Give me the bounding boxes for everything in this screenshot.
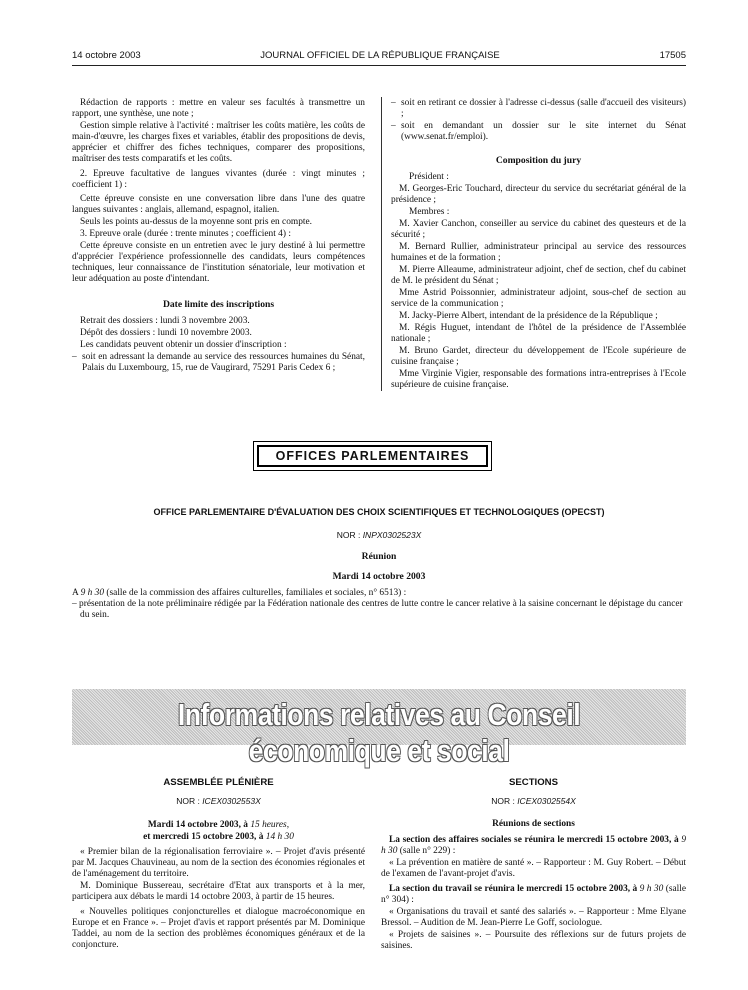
jury-label: Membres : bbox=[409, 207, 450, 217]
header-page-number: 17505 bbox=[659, 50, 686, 61]
paragraph: Rédaction de rapports : mettre en valeur ses facultés à transmettre un rapport, une synthèse, une note ; bbox=[72, 98, 365, 119]
agenda-line: A 9 h 30 (salle de la commission des affaires culturelles, familiales et sociales, n° 6513) : bbox=[72, 588, 407, 598]
paragraph: Cette épreuve consiste en un entretien avec le jury destiné à lui permettre d'apprécier l'expérience professionnelle des candidats, leurs compétences techniques, leur connaissance de l'institution sénatoriale, leur motivation et leur adéquation au poste d'intendant. bbox=[72, 241, 365, 284]
section-heading: Date limite des inscriptions bbox=[162, 299, 275, 310]
list-item: – soit en retirant ce dossier à l'adresse ci-dessus (salle d'accueil des visiteurs) ; bbox=[391, 98, 686, 119]
nor-reference: NOR : ICEX0302554X bbox=[491, 796, 576, 806]
paragraph: Gestion simple relative à l'activité : maîtriser les coûts matière, les coûts de main-d'œuvre, les charges fixes et variables, établir des propositions de devis, apprécier et chiffrer des fiches techniques, comparer des propositions, maîtriser des tests comparatifs et les coûts. bbox=[72, 121, 365, 164]
paragraph: Cette épreuve consiste en une conversation libre dans l'une des quatre langues suivantes : anglais, allemand, espagnol, italien. bbox=[72, 194, 365, 215]
paragraph: « Organisations du travail et santé des salariés ». – Rapporteur : Mme Elyane Bressol. – Audition de M. Jean-Pierre Le Goff, sociologue. bbox=[381, 907, 686, 928]
paragraph: 3. Epreuve orale (durée : trente minutes ; coefficient 4) : bbox=[80, 229, 291, 239]
sections-title: SECTIONS bbox=[508, 777, 559, 788]
offices-box-label: OFFICES PARLEMENTAIRES bbox=[257, 445, 488, 467]
list-item: – soit en demandant un dossier sur le site internet du Sénat (www.senat.fr/emploi). bbox=[391, 121, 686, 142]
nor-reference: NOR : ICEX0302553X bbox=[176, 796, 261, 806]
ces-banner-title: Informations relatives au Conseil économique et social bbox=[177, 697, 581, 768]
header-rule bbox=[72, 65, 686, 66]
paragraph: « Premier bilan de la régionalisation ferroviaire ». – Projet d'avis présenté par M. Jacques Chauvineau, au nom de la section des économies régionales et de l'aménagement du territoire. bbox=[72, 847, 365, 879]
jury-member: Mme Astrid Poissonnier, administrateur adjoint, sous-chef de section au service de la communication ; bbox=[391, 288, 686, 309]
agenda-line: – présentation de la note préliminaire rédigée par la Fédération nationale des centres de lutte contre le cancer relative à la saisine concernant le dépistage du cancer du sein. bbox=[72, 599, 683, 620]
jury-member: M. Georges-Eric Touchard, directeur du service du secrétariat général de la présidence ; bbox=[391, 184, 686, 205]
office-agenda bbox=[72, 588, 686, 621]
paragraph: « Projets de saisines ». – Poursuite des réflexions sur de futurs projets de saisines. bbox=[381, 930, 686, 951]
jury-member: M. Régis Huguet, intendant de l'hôtel de la présidence de l'Assemblée nationale ; bbox=[391, 323, 686, 344]
left-column-top bbox=[72, 98, 365, 375]
assemblee-title: ASSEMBLÉE PLÉNIÈRE bbox=[163, 777, 274, 788]
jury-member: M. Jacky-Pierre Albert, intendant de la présidence de la République ; bbox=[399, 311, 658, 321]
sections-heading: Réunions de sections bbox=[492, 819, 575, 829]
column-divider bbox=[381, 97, 382, 391]
paragraph: Retrait des dossiers : lundi 3 novembre 2003. bbox=[80, 316, 250, 326]
header-date: 14 octobre 2003 bbox=[72, 50, 141, 61]
assemblee-column bbox=[72, 777, 365, 952]
offices-box bbox=[253, 441, 492, 471]
paragraph: Dépôt des dossiers : lundi 10 novembre 2003. bbox=[80, 328, 252, 338]
jury-member: M. Xavier Canchon, conseiller au service du cabinet des questeurs et de la sécurité ; bbox=[391, 219, 686, 240]
session-date: et mercredi 15 octobre 2003, à 14 h 30 bbox=[143, 832, 294, 842]
paragraph: « La prévention en matière de santé ». – Rapporteur : M. Guy Robert. – Début de l'examen de l'avant-projet d'avis. bbox=[381, 858, 686, 879]
ces-banner bbox=[72, 689, 686, 768]
paragraph: « Nouvelles politiques conjoncturelles et dialogue macroéconomique en Europe et en France ». – Projet d'avis et rapport présentés par M. Dominique Taddei, au nom de la section des problèmes économiques généraux et de la conjoncture. bbox=[72, 907, 365, 950]
jury-label: Président : bbox=[409, 172, 449, 182]
jury-member: Mme Virginie Vigier, responsable des formations intra-entreprises à l'Ecole supérieure de cuisine française. bbox=[391, 369, 686, 390]
paragraph: La section du travail se réunira le mercredi 15 octobre 2003, à 9 h 30 (salle n° 304) : bbox=[381, 884, 687, 905]
paragraph: M. Dominique Bussereau, secrétaire d'Etat aux transports et à la mer, participera aux débats le mardi 14 octobre 2003, à partir de 15 heures. bbox=[72, 881, 365, 902]
jury-member: M. Bernard Rullier, administrateur principal au service des ressources humaines et de la formation ; bbox=[391, 242, 686, 263]
jury-member: M. Pierre Alleaume, administrateur adjoint, chef de section, chef du cabinet de M. le président du Sénat ; bbox=[391, 265, 686, 286]
right-column-top bbox=[391, 98, 686, 392]
reunion-date: Mardi 14 octobre 2003 bbox=[332, 571, 426, 582]
sections-column bbox=[381, 777, 686, 953]
session-date: Mardi 14 octobre 2003, à 15 heures, bbox=[147, 820, 290, 830]
section-heading: Composition du jury bbox=[495, 155, 582, 166]
paragraph: Seuls les points au-dessus de la moyenne sont pris en compte. bbox=[80, 217, 312, 227]
nor-reference: NOR : INPX0302523X bbox=[336, 530, 422, 540]
jury-member: M. Bruno Gardet, directeur du développement de l'Ecole supérieure de cuisine française ; bbox=[391, 346, 686, 367]
paragraph: 2. Epreuve facultative de langues vivantes (durée : vingt minutes ; coefficient 1) : bbox=[72, 169, 365, 190]
header-journal: JOURNAL OFFICIEL DE LA RÉPUBLIQUE FRANÇAISE bbox=[260, 50, 500, 61]
paragraph: Les candidats peuvent obtenir un dossier d'inscription : bbox=[80, 340, 287, 350]
reunion-heading: Réunion bbox=[361, 551, 397, 562]
paragraph: La section des affaires sociales se réunira le mercredi 15 octobre 2003, à 9 h 30 (salle n° 229) : bbox=[381, 835, 686, 856]
list-item: – soit en adressant la demande au service des ressources humaines du Sénat, Palais du Luxembourg, 15, rue de Vaugirard, 75291 Paris Cedex 6 ; bbox=[72, 352, 365, 373]
office-title: OFFICE PARLEMENTAIRE D'ÉVALUATION DES CHOIX SCIENTIFIQUES ET TECHNOLOGIQUES (OPECST) bbox=[153, 507, 605, 517]
